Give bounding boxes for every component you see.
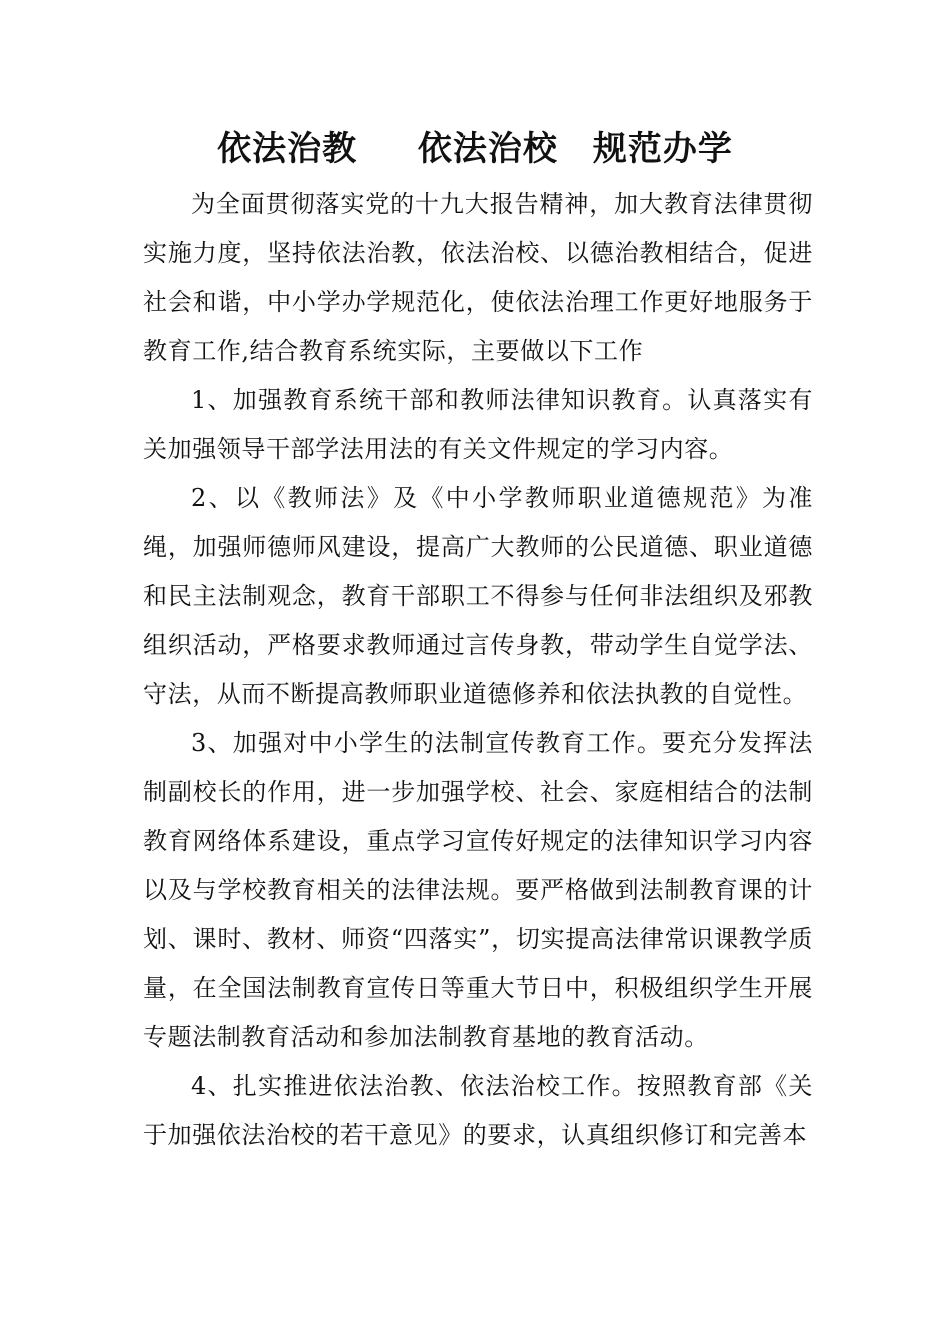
document-body [143,180,813,1160]
paragraph-item-3: 3、加强对中小学生的法制宣传教育工作。要充分发挥法制副校长的作用，进一步加强学校、社会、家庭相结合的法制教育网络体系建设，重点学习宣传好规定的法律知识学习内容以及与学校教育相关的法律法规。要严格做到法制教育课的计划、课时、教材、师资“四落实”，切实提高法律常识课教学质量，在全国法制教育宣传日等重大节日中，积极组织学生开展专题法制教育活动和参加法制教育基地的教育活动。 [143,729,813,1051]
paragraph-item-2: 2、以《教师法》及《中小学教师职业道德规范》为准绳，加强师德师风建设，提高广大教师的公民道德、职业道德和民主法制观念，教育干部职工不得参与任何非法组织及邪教组织活动，严格要求教师通过言传身教，带动学生自觉学法、守法，从而不断提高教师职业道德修养和依法执教的自觉性。 [143,484,813,708]
paragraph-item-4: 4、扎实推进依法治教、依法治校工作。按照教育部《关于加强依法治校的若干意见》的要求，认真组织修订和完善本 [143,1072,813,1149]
document-title: 依法治教 依法治校 规范办学 [217,129,733,169]
paragraph-intro: 为全面贯彻落实党的十九大报告精神，加大教育法律贯彻实施力度，坚持依法治教，依法治校、以德治教相结合，促进社会和谐，中小学办学规范化，使依法治理工作更好地服务于教育工作,结合教育系统实际，主要做以下工作 [143,190,813,365]
paragraph-item-1: 1、加强教育系统干部和教师法律知识教育。认真落实有关加强领导干部学法用法的有关文件规定的学习内容。 [143,386,813,463]
